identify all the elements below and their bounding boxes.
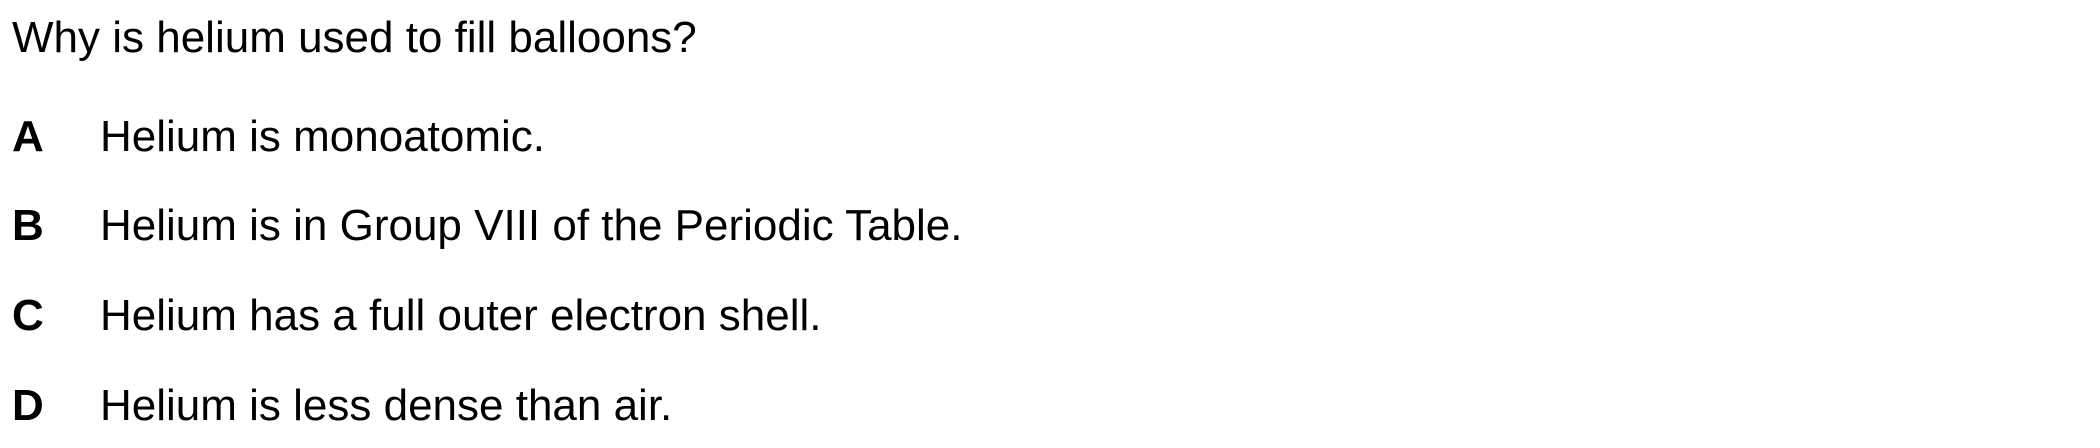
option-letter: A xyxy=(12,112,44,161)
option-letter: C xyxy=(12,291,44,340)
option-text: Helium has a full outer electron shell. xyxy=(100,291,822,340)
option-text: Helium is in Group VIII of the Periodic Table. xyxy=(100,201,963,250)
question-text: Why is helium used to fill balloons? xyxy=(12,13,697,62)
option-text: Helium is monoatomic. xyxy=(100,112,546,161)
option-text: Helium is less dense than air. xyxy=(100,381,673,430)
option-letter: D xyxy=(12,381,44,430)
option-letter: B xyxy=(12,201,44,250)
